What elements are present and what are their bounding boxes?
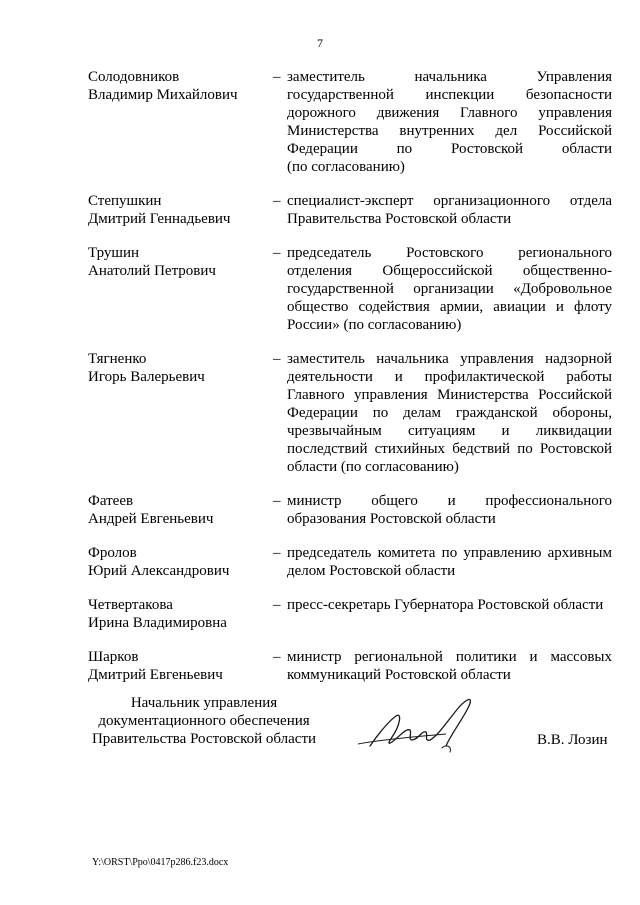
member-role-line: дорожного движения Главного управления: [287, 105, 612, 121]
member-role: [287, 192, 612, 228]
member-role-line: коммуникаций Ростовской области: [287, 667, 511, 683]
member-given-names: Игорь Валерьевич: [88, 369, 205, 385]
member-name: [88, 492, 273, 528]
member-given-names: Владимир Михайлович: [88, 87, 238, 103]
member-role-line: заместитель начальника Управления: [287, 69, 612, 85]
member-role: [287, 648, 612, 684]
member-dash: –: [273, 493, 281, 509]
member-name: [88, 244, 273, 334]
member-dash: –: [273, 649, 281, 665]
member-surname: Тягненко: [88, 351, 147, 367]
member-role-line: председатель комитета по управлению архивным: [287, 545, 612, 561]
member-role-line: отделения Общероссийской общественно-: [287, 263, 612, 279]
member-row: [88, 596, 612, 632]
member-name: [88, 544, 273, 580]
member-surname: Фролов: [88, 545, 137, 561]
member-surname: Трушин: [88, 245, 139, 261]
member-surname: Степушкин: [88, 193, 162, 209]
signature-position-line: Правительства Ростовской области: [91, 731, 317, 747]
member-role-line: министр общего и профессионального: [287, 493, 612, 509]
member-role-line: чрезвычайным ситуациям и ликвидации: [287, 423, 612, 439]
handwritten-signature: [350, 690, 500, 760]
member-given-names: Дмитрий Геннадьевич: [88, 211, 231, 227]
member-name: [88, 596, 273, 632]
signature-position-line: Начальник управления: [130, 695, 278, 711]
signature-position: [88, 694, 320, 748]
member-row: [88, 544, 612, 580]
member-role-line: России» (по согласованию): [287, 317, 462, 333]
member-role: [287, 544, 612, 580]
member-role-line: образования Ростовской области: [287, 511, 496, 527]
member-role-line: общество содействия армии, авиации и флоту: [287, 299, 612, 315]
member-given-names: Ирина Владимировна: [88, 615, 227, 631]
member-given-names: Юрий Александрович: [88, 563, 230, 579]
member-surname: Шарков: [88, 649, 139, 665]
member-given-names: Анатолий Петрович: [88, 263, 216, 279]
member-row: [88, 192, 612, 228]
member-role-line: председатель Ростовского регионального: [287, 245, 612, 261]
file-path: Y:\ORST\Ppo\0417p286.f23.docx: [92, 857, 229, 868]
member-role: [287, 492, 612, 528]
member-name: [88, 648, 273, 684]
member-role-line: специалист-эксперт организационного отдела: [287, 193, 612, 209]
member-role-line: Федерации по делам гражданской обороны,: [287, 405, 612, 421]
member-name: [88, 350, 273, 476]
member-role-line: делом Ростовской области: [287, 563, 456, 579]
member-role: [287, 350, 612, 476]
member-role-line: Правительства Ростовской области: [287, 211, 512, 227]
member-dash: –: [273, 597, 281, 613]
member-dash: –: [273, 69, 281, 85]
member-row: [88, 648, 612, 684]
member-role-line: последствий стихийных бедствий по Ростовской: [287, 441, 612, 457]
member-dash: –: [273, 193, 281, 209]
member-dash: –: [273, 245, 281, 261]
signer-name: В.В. Лозин: [537, 732, 608, 748]
member-role-line: пресс-секретарь Губернатора Ростовской области: [287, 597, 604, 613]
member-row: [88, 492, 612, 528]
member-surname: Солодовников: [88, 69, 180, 85]
member-list: [88, 68, 612, 700]
member-role-line: (по согласованию): [287, 159, 405, 175]
member-role: [287, 68, 612, 176]
signature-position-line: документационного обеспечения: [98, 713, 310, 729]
member-role-line: Главного управления Министерства Российской: [287, 387, 612, 403]
member-role-line: государственной инспекции безопасности: [287, 87, 612, 103]
member-role-line: министр региональной политики и массовых: [287, 649, 612, 665]
member-name: [88, 68, 273, 176]
member-given-names: Андрей Евгеньевич: [88, 511, 214, 527]
member-role-line: заместитель начальника управления надзорной: [287, 351, 612, 367]
member-role-line: Федерации по Ростовской области: [287, 141, 612, 157]
member-row: [88, 68, 612, 176]
member-role: [287, 596, 612, 632]
member-row: [88, 350, 612, 476]
member-row: [88, 244, 612, 334]
member-role: [287, 244, 612, 334]
member-surname: Фатеев: [88, 493, 134, 509]
member-dash: –: [273, 351, 281, 367]
member-role-line: государственной организации «Добровольное: [287, 281, 612, 297]
member-role-line: Министерства внутренних дел Российской: [287, 123, 612, 139]
member-role-line: деятельности и профилактической работы: [287, 369, 612, 385]
member-role-line: области (по согласованию): [287, 459, 459, 475]
member-surname: Четвертакова: [88, 597, 173, 613]
member-dash: –: [273, 545, 281, 561]
member-name: [88, 192, 273, 228]
page-number: 7: [317, 36, 323, 50]
member-given-names: Дмитрий Евгеньевич: [88, 667, 223, 683]
